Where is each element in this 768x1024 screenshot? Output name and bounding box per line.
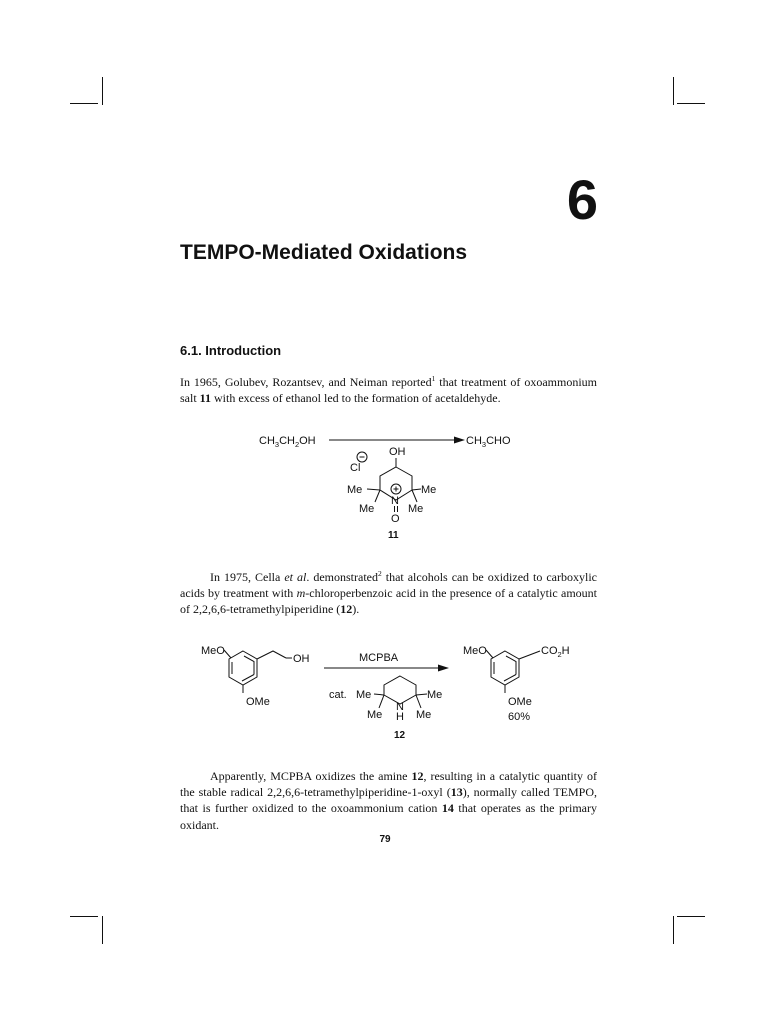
oxygen-label: O bbox=[391, 513, 400, 525]
crop-mark-bottom-right-v bbox=[673, 916, 674, 944]
product-acetaldehyde: $CH_3CHO$ bbox=[466, 435, 511, 449]
crop-mark-top-right-v bbox=[673, 77, 674, 105]
crop-mark-bottom-right-h bbox=[677, 916, 705, 917]
nitrogen-label: N bbox=[396, 701, 404, 713]
compound-number-12: 12 bbox=[394, 730, 406, 741]
methyl-label: Me bbox=[421, 484, 437, 496]
paragraph-mcpba: Apparently, MCPBA oxidizes the amine 12, resulting in a catalytic quantity of the stable radical 2,2,6,6-tetramethylpiperidine-1-oxyl (13), normally called TEMPO, that is further oxidized to the oxoammonium cation 14 that operates as the primary oxidant. bbox=[180, 769, 598, 832]
reaction-scheme-2 bbox=[198, 638, 598, 743]
reference-superscript: 2 bbox=[377, 569, 382, 578]
methoxy-label: MeO bbox=[463, 645, 487, 657]
piperidine-ring bbox=[384, 676, 416, 704]
paragraph-intro: In 1965, Golubev, Rozantsev, and Neiman reported$^1$ that treatment of oxoammonium salt 11 with excess of ethanol led to the formation of acetaldehyde. bbox=[180, 374, 598, 406]
methoxy-label: OMe bbox=[246, 696, 270, 708]
methyl-label: Me bbox=[427, 689, 443, 701]
methoxy-label: OMe bbox=[508, 696, 532, 708]
paragraph-cella: In 1975, Cella et al. demonstrated$^2$ that alcohols can be oxidized to carboxylic acids by treatment with m-chloroperbenzoic acid in the presence of a catalytic amount of 2,2,6,6-tetramethylpiperidine (12). bbox=[180, 569, 597, 617]
chloride-label: Cl bbox=[350, 462, 361, 474]
reagent-mcpba: MCPBA bbox=[359, 652, 399, 664]
reactant-ethanol: $CH_3CH_2OH$ bbox=[259, 435, 316, 449]
page-number: 79 bbox=[379, 834, 391, 845]
crop-mark-bottom-left-v bbox=[102, 916, 103, 944]
catalyst-label: cat. bbox=[329, 689, 347, 701]
nitrogen-label: N bbox=[391, 495, 399, 507]
hydrogen-label: H bbox=[396, 711, 404, 723]
carboxylic-acid-label: $CO_2H$ bbox=[541, 645, 570, 659]
hydroxyl-label: OH bbox=[389, 446, 406, 458]
methyl-label: Me bbox=[359, 503, 375, 515]
arrow-head bbox=[438, 665, 449, 672]
methyl-label: Me bbox=[416, 709, 432, 721]
crop-mark-top-left-h bbox=[70, 103, 98, 104]
methyl-label: Me bbox=[356, 689, 372, 701]
chapter-number: 6 bbox=[566, 168, 598, 231]
methyl-label: Me bbox=[367, 709, 383, 721]
methoxy-label: MeO bbox=[201, 645, 225, 657]
methyl-label: Me bbox=[408, 503, 424, 515]
compound-number-11: 11 bbox=[388, 530, 399, 540]
crop-mark-top-left-v bbox=[102, 77, 103, 105]
crop-mark-top-right-h bbox=[677, 103, 705, 104]
methyl-label: Me bbox=[347, 484, 363, 496]
crop-mark-bottom-left-h bbox=[70, 916, 98, 917]
chapter-title: TEMPO-Mediated Oxidations bbox=[180, 241, 468, 264]
yield-label: 60% bbox=[508, 711, 531, 723]
reaction-scheme-1 bbox=[255, 430, 555, 540]
section-heading: 6.1. Introduction bbox=[180, 343, 282, 358]
hydroxyl-label: OH bbox=[293, 653, 310, 665]
arrow-head bbox=[454, 437, 465, 444]
reference-superscript: 1 bbox=[431, 374, 436, 383]
